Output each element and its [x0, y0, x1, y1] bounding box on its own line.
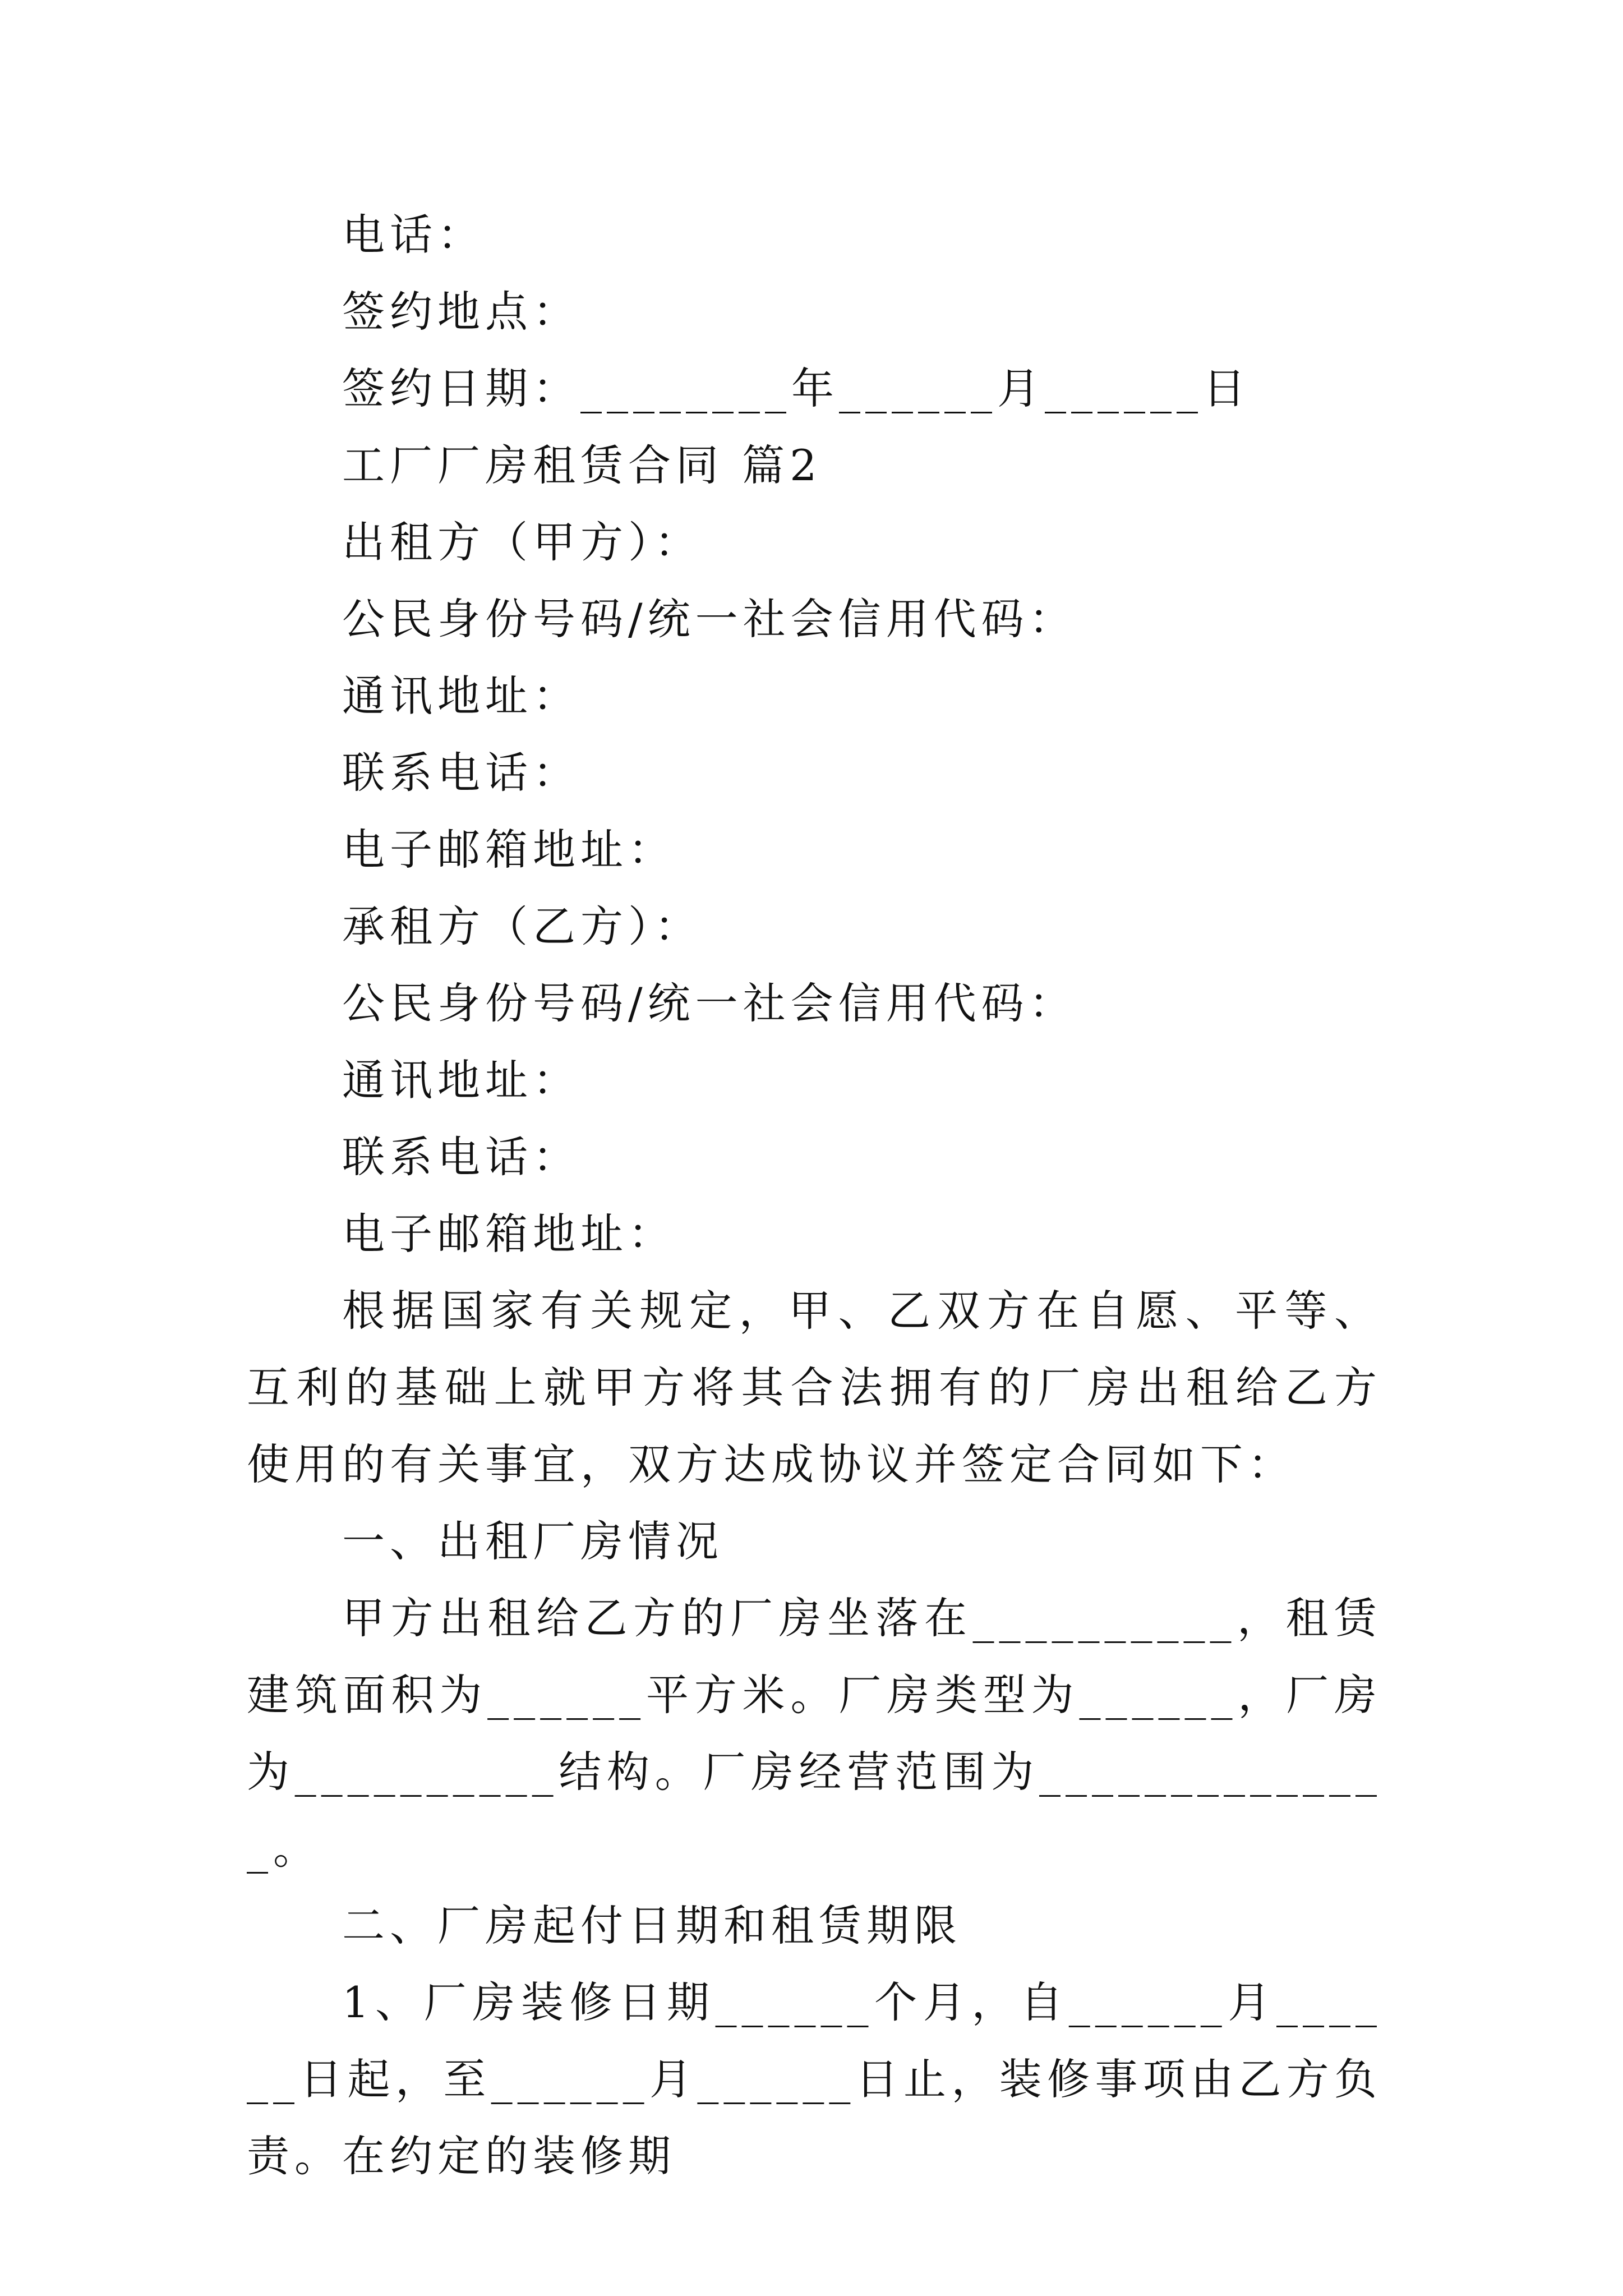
phone-line: 电话：	[342, 210, 485, 260]
section-paragraph: 1、厂房装修日期______个月，自______月______日起，至______月______日止，装修事项由乙方负责。在约定的装修期	[247, 1977, 1382, 2181]
contract-title: 工厂厂房租赁合同 篇2	[342, 440, 822, 490]
lessee-email-line: 电子邮箱地址：	[342, 1209, 676, 1259]
signing-date-line: 签约日期：________年______月______日	[342, 364, 1251, 413]
lessor-email-line: 电子邮箱地址：	[342, 825, 676, 875]
section-paragraph: 甲方出租给乙方的厂房坐落在__________，租赁建筑面积为______平方米。厂房类型为______，厂房为__________结构。厂房经营范围为______________。	[247, 1593, 1382, 1874]
signing-place-line: 签约地点：	[342, 287, 580, 337]
lessor-heading: 出租方（甲方）：	[342, 517, 702, 567]
lessee-address-line: 通讯地址：	[342, 1055, 580, 1105]
intro-paragraph: 根据国家有关规定，甲、乙双方在自愿、平等、互利的基础上就甲方将其合法拥有的厂房出租给乙方使用的有关事宜，双方达成协议并签定合同如下：	[247, 1286, 1382, 1489]
lessee-heading: 承租方（乙方）：	[342, 901, 702, 951]
contract-text	[247, 196, 1382, 2194]
section-heading: 二、厂房起付日期和租赁期限	[342, 1901, 962, 1950]
section-heading: 一、出租厂房情况	[342, 1516, 723, 1566]
lessee-id-line: 公民身份号码/统一社会信用代码：	[342, 978, 1077, 1028]
lessor-phone-line: 联系电话：	[342, 748, 580, 798]
lessor-address-line: 通讯地址：	[342, 671, 580, 721]
lessee-phone-line: 联系电话：	[342, 1132, 580, 1182]
lessor-id-line: 公民身份号码/统一社会信用代码：	[342, 594, 1077, 644]
